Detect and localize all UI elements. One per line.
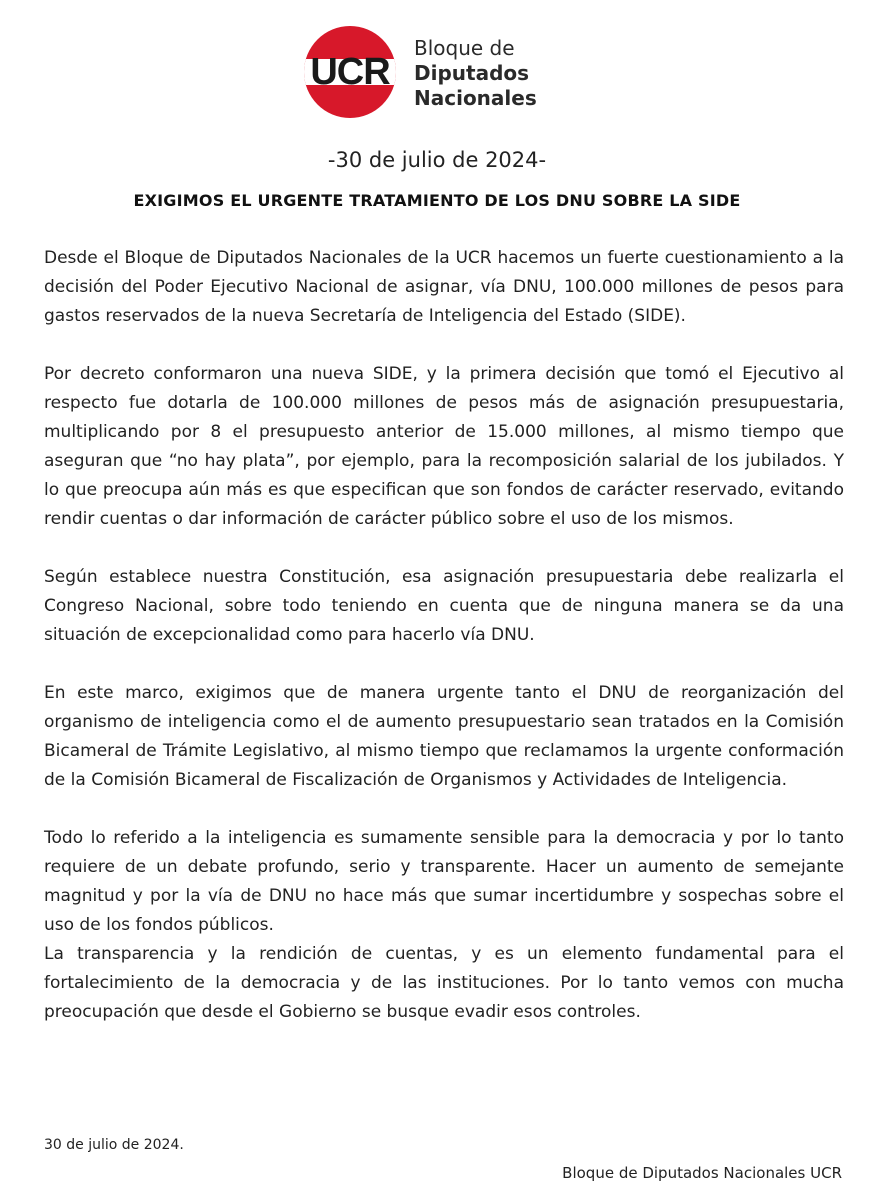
ucr-logo-acronym: UCR <box>310 51 390 93</box>
logo-line-2: Diputados <box>414 61 530 85</box>
logo-line-1: Bloque de <box>414 36 515 60</box>
document-title: EXIGIMOS EL URGENTE TRATAMIENTO DE LOS DNU SOBRE LA SIDE <box>133 191 741 210</box>
ucr-logo <box>304 26 554 120</box>
body-paragraph-4: En este marco, exigimos que de manera urgente tanto el DNU de reorganización del organismo de inteligencia como el de aumento presupuestario sean tratados en la Comisión Bicameral de Trámite Legislativo, al mismo tiempo que reclamamos la urgente conformación de la Comisión Bicameral de Fiscalización de Organismos y Actividades de Inteligencia. <box>44 683 844 790</box>
body-paragraph-5: Todo lo referido a la inteligencia es sumamente sensible para la democracia y por lo tanto requiere de un debate profundo, serio y transparente. Hacer un aumento de semejante magnitud y por la vía de DNU no hace más que sumar incertidumbre y sospechas sobre el uso de los fondos públicos. <box>44 828 844 935</box>
document-date: -30 de julio de 2024- <box>327 148 547 172</box>
logo-line-3: Nacionales <box>414 86 537 110</box>
body-paragraph-1: Desde el Bloque de Diputados Nacionales de la UCR hacemos un fuerte cuestionamiento a la decisión del Poder Ejecutivo Nacional de asignar, vía DNU, 100.000 millones de pesos para gastos reservados de la nueva Secretaría de Inteligencia del Estado (SIDE). <box>44 248 844 326</box>
body-paragraph-2: Por decreto conformaron una nueva SIDE, y la primera decisión que tomó el Ejecutivo al respecto fue dotarla de 100.000 millones de pesos más de asignación presupuestaria, multiplicando por 8 el presupuesto anterior de 15.000 millones, al mismo tiempo que aseguran que “no hay plata”, por ejemplo, para la recomposición salarial de los jubilados. Y lo que preocupa aún más es que especifican que son fondos de carácter reservado, evitando rendir cuentas o dar información de carácter público sobre el uso de los mismos. <box>44 364 844 529</box>
document-body <box>44 244 844 1027</box>
signoff-date: 30 de julio de 2024. <box>44 1137 184 1153</box>
signature: Bloque de Diputados Nacionales UCR <box>562 1164 842 1182</box>
ucr-logo-wordmark <box>414 36 537 111</box>
body-paragraph-3: Según establece nuestra Constitución, esa asignación presupuestaria debe realizarla el Congreso Nacional, sobre todo teniendo en cuenta que de ninguna manera se da una situación de excepcionalidad como para hacerlo vía DNU. <box>44 567 844 645</box>
body-paragraph-6: La transparencia y la rendición de cuentas, y es un elemento fundamental para el fortalecimiento de la democracia y de las instituciones. Por lo tanto vemos con mucha preocupación que desde el Gobierno se busque evadir esos controles. <box>44 944 844 1022</box>
